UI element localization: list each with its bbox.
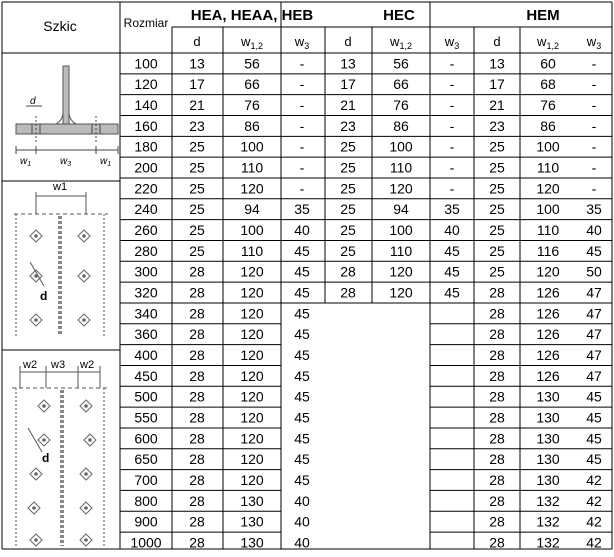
cell-hem-w12: 132	[536, 534, 560, 551]
cell-hea-w3: 40	[294, 534, 310, 551]
subheader-d: d	[344, 34, 352, 49]
cell-hec-w12: 94	[393, 201, 409, 218]
cell-hea-d: 28	[189, 284, 205, 301]
cell-hem-d: 28	[489, 367, 505, 384]
cell-hem-d: 28	[489, 492, 505, 509]
cell-hea-d: 28	[189, 534, 205, 551]
cell-size: 500	[134, 388, 158, 405]
bolt-hole	[80, 534, 92, 546]
cell-hea-w3: -	[299, 180, 305, 197]
table-row	[134, 285, 602, 301]
web-double-sketch	[12, 359, 108, 548]
cell-hem-d: 28	[489, 430, 505, 447]
cell-hem-w12: 130	[536, 388, 560, 405]
cell-hea-w12: 110	[240, 242, 264, 259]
cell-hea-d: 28	[189, 513, 205, 530]
cell-size: 260	[134, 222, 158, 239]
cell-size: 200	[134, 159, 158, 176]
cell-hec-d: 25	[340, 222, 356, 239]
cell-hem-w3: 47	[586, 284, 602, 301]
cell-size: 450	[134, 367, 158, 384]
cell-hec-w12: 120	[389, 180, 413, 197]
table-row	[134, 264, 602, 280]
cell-hea-w3: 45	[294, 430, 310, 447]
cell-hea-d: 28	[189, 347, 205, 364]
cell-hem-d: 28	[489, 534, 505, 551]
cell-size: 160	[134, 117, 158, 134]
cell-hec-w12: 100	[389, 138, 413, 155]
cell-hem-w12: 86	[540, 117, 556, 134]
cell-size: 220	[134, 180, 158, 197]
cell-hea-w3: -	[299, 117, 305, 134]
table-row	[134, 305, 602, 321]
table-row	[134, 514, 602, 530]
bolt-hole	[80, 400, 92, 412]
cell-hea-w12: 120	[240, 326, 264, 343]
cell-hem-d: 28	[489, 284, 505, 301]
cell-hec-w3: -	[449, 55, 455, 72]
cell-hem-d: 13	[489, 55, 505, 72]
d-leader	[28, 428, 42, 452]
subheader-d: d	[493, 34, 501, 49]
cell-hea-w3: -	[299, 138, 305, 155]
web2-label-w2-right: w2	[80, 359, 95, 371]
cell-hea-w3: 40	[294, 492, 310, 509]
cell-hea-w12: 100	[240, 222, 264, 239]
cell-hea-w12: 120	[240, 367, 264, 384]
cell-hea-w12: 120	[240, 180, 264, 197]
cell-hea-w12: 100	[240, 138, 264, 155]
table-row	[134, 243, 602, 259]
cell-hem-w3: 47	[586, 347, 602, 364]
cell-hec-w12: 86	[393, 117, 409, 134]
cell-hem-w12: 76	[540, 97, 556, 114]
cell-hec-w3: 40	[444, 222, 460, 239]
header-sketch: Szkic	[43, 18, 77, 34]
cell-hem-d: 21	[489, 97, 505, 114]
cell-hea-w3: 45	[294, 305, 310, 322]
cell-hec-d: 25	[340, 201, 356, 218]
cell-hec-d: 28	[340, 284, 356, 301]
cell-hec-w12: 66	[393, 76, 409, 93]
cell-hem-w3: 47	[586, 305, 602, 322]
cell-hec-d: 21	[340, 97, 356, 114]
cell-hea-d: 25	[189, 242, 205, 259]
cell-hem-d: 28	[489, 305, 505, 322]
cell-hea-w12: 130	[240, 534, 264, 551]
cell-hea-d: 28	[189, 326, 205, 343]
cell-hec-w12: 100	[389, 222, 413, 239]
cell-hea-w12: 120	[240, 430, 264, 447]
cell-hea-d: 28	[189, 305, 205, 322]
cell-hem-w3: -	[591, 55, 597, 72]
table-row	[134, 160, 596, 176]
cell-hea-w3: 45	[294, 284, 310, 301]
table-row	[134, 55, 596, 71]
cell-hem-d: 28	[489, 326, 505, 343]
cell-hea-w3: 45	[294, 451, 310, 468]
cell-hec-w12: 110	[389, 159, 413, 176]
cell-hec-w3: 45	[444, 263, 460, 280]
cell-hem-w3: -	[591, 117, 597, 134]
cell-hem-w12: 126	[536, 326, 560, 343]
cell-hem-w3: 42	[586, 513, 602, 530]
header-group-hec: HEC	[383, 7, 415, 24]
cell-size: 900	[134, 513, 158, 530]
bolt-hole	[80, 468, 92, 480]
cell-hea-w3: 45	[294, 326, 310, 343]
cell-size: 240	[134, 201, 158, 218]
cell-hem-d: 25	[489, 263, 505, 280]
cell-hea-w3: 45	[294, 347, 310, 364]
cell-size: 650	[134, 451, 158, 468]
cell-hem-d: 25	[489, 222, 505, 239]
cell-hea-w3: -	[299, 76, 305, 93]
web2-label-w2-left: w2	[23, 359, 38, 371]
cell-size: 280	[134, 242, 158, 259]
cell-hec-w3: -	[449, 76, 455, 93]
cell-size: 340	[134, 305, 158, 322]
table-row	[134, 368, 602, 384]
cell-size: 400	[134, 347, 158, 364]
cell-hem-d: 28	[489, 409, 505, 426]
cell-hea-w3: 45	[294, 409, 310, 426]
cell-hec-w3: -	[449, 97, 455, 114]
table-row	[134, 118, 596, 134]
table-row	[134, 76, 596, 92]
flange-plate	[16, 124, 118, 134]
cell-hec-d: 13	[340, 55, 356, 72]
subheader-d: d	[193, 34, 201, 49]
cell-hem-w12: 130	[536, 451, 560, 468]
cell-hea-d: 25	[189, 180, 205, 197]
bolt-hole	[30, 468, 42, 480]
cell-hem-d: 28	[489, 472, 505, 489]
cell-hem-w12: 100	[536, 201, 560, 218]
bolt-hole	[78, 230, 90, 242]
flange-label-d: d	[30, 96, 36, 107]
cell-hea-d: 28	[189, 430, 205, 447]
cell-hec-w3: -	[449, 159, 455, 176]
cell-hea-d: 13	[189, 55, 205, 72]
cell-hec-w3: 35	[444, 201, 460, 218]
bolt-hole	[30, 230, 42, 242]
bolt-hole	[28, 502, 40, 514]
cell-hea-d: 17	[189, 76, 205, 93]
bolt-hole	[30, 534, 42, 546]
cell-hea-w12: 120	[240, 451, 264, 468]
flange-sketch	[16, 66, 118, 168]
table-row	[134, 139, 596, 155]
cell-hem-w12: 110	[536, 159, 560, 176]
cell-hem-w12: 132	[536, 492, 560, 509]
web-single-sketch	[14, 181, 108, 338]
header-group-hea: HEA, HEAA, HEB	[190, 7, 314, 24]
cell-hem-w3: -	[591, 97, 597, 114]
cell-hec-d: 17	[340, 76, 356, 93]
cell-hea-w3: 45	[294, 472, 310, 489]
table-row	[134, 430, 602, 446]
table-row	[134, 472, 602, 488]
cell-hea-w12: 86	[244, 117, 260, 134]
subheader-w3: $w_3$	[444, 34, 460, 51]
bolt-hole	[38, 434, 50, 446]
cell-size: 360	[134, 326, 158, 343]
cell-hem-w12: 60	[540, 55, 556, 72]
cell-hea-w12: 76	[244, 97, 260, 114]
cell-hec-d: 28	[340, 263, 356, 280]
web2-label-d: d	[42, 451, 50, 465]
cell-hem-d: 28	[489, 513, 505, 530]
web-stem	[63, 66, 69, 124]
cell-hea-d: 28	[189, 472, 205, 489]
cell-hem-d: 25	[489, 138, 505, 155]
cell-hea-w12: 120	[240, 409, 264, 426]
cell-size: 100	[134, 55, 158, 72]
cell-hea-w12: 130	[240, 492, 264, 509]
bolt-hole	[38, 400, 50, 412]
cell-size: 140	[134, 97, 158, 114]
cell-hea-d: 28	[189, 367, 205, 384]
cell-hem-d: 25	[489, 242, 505, 259]
cell-hem-w12: 126	[536, 305, 560, 322]
cell-hem-w12: 126	[536, 347, 560, 364]
subheader-w3: $w_3$	[586, 34, 602, 51]
cell-hea-w12: 120	[240, 347, 264, 364]
cell-hem-w12: 68	[540, 76, 556, 93]
cell-hem-w3: 45	[586, 409, 602, 426]
cell-hem-w3: 45	[586, 451, 602, 468]
table-row	[134, 97, 596, 113]
cell-hea-d: 28	[189, 451, 205, 468]
cell-hea-w12: 130	[240, 513, 264, 530]
cell-hem-w3: 42	[586, 534, 602, 551]
cell-hem-w12: 120	[536, 263, 560, 280]
table-row	[134, 451, 602, 467]
cell-hec-d: 25	[340, 242, 356, 259]
bolt-hole	[84, 434, 96, 446]
subheader-w12: $w_{1,2}$	[241, 34, 263, 51]
cell-hec-w12: 76	[393, 97, 409, 114]
bolt-hole	[80, 502, 92, 514]
subheader-w12: $w_{1,2}$	[537, 34, 559, 51]
cell-hec-w12: 56	[393, 55, 409, 72]
cell-size: 300	[134, 263, 158, 280]
subheader-w12: $w_{1,2}$	[390, 34, 412, 51]
web1-label-w1: w1	[53, 181, 68, 193]
flange-label-w1-right: $w_1$	[100, 156, 112, 168]
header-group-hem: HEM	[526, 7, 560, 24]
cell-hea-d: 25	[189, 222, 205, 239]
table-header	[43, 7, 601, 51]
cell-hec-w12: 120	[389, 263, 413, 280]
table-row	[134, 347, 602, 363]
cell-hea-w12: 120	[240, 388, 264, 405]
cell-hea-w3: -	[299, 97, 305, 114]
flange-label-w1-left: $w_1$	[20, 156, 32, 168]
cell-hea-w12: 120	[240, 305, 264, 322]
cell-hem-w12: 100	[536, 138, 560, 155]
cell-hea-d: 28	[189, 263, 205, 280]
cell-hem-w3: 47	[586, 367, 602, 384]
cell-hec-d: 23	[340, 117, 356, 134]
cell-hea-d: 28	[189, 409, 205, 426]
table-row	[134, 410, 602, 426]
cell-size: 600	[134, 430, 158, 447]
cell-hem-w3: 45	[586, 388, 602, 405]
cell-hec-w3: -	[449, 180, 455, 197]
cell-hea-d: 28	[189, 388, 205, 405]
cell-hea-d: 23	[189, 117, 205, 134]
table-row	[134, 493, 602, 509]
cell-hem-w3: -	[591, 76, 597, 93]
bolt-hole	[78, 270, 90, 282]
cell-hea-w12: 120	[240, 472, 264, 489]
cell-hem-d: 25	[489, 180, 505, 197]
table-row	[130, 535, 602, 551]
cell-size: 120	[134, 76, 158, 93]
cell-hea-w3: 35	[294, 201, 310, 218]
table-row	[134, 222, 602, 238]
cell-hem-w12: 130	[536, 409, 560, 426]
cell-hea-w12: 120	[240, 284, 264, 301]
cell-hea-w3: -	[299, 55, 305, 72]
cell-hem-w12: 110	[536, 222, 560, 239]
cell-hem-w3: 42	[586, 492, 602, 509]
cell-hea-w3: 40	[294, 513, 310, 530]
cell-hea-d: 25	[189, 138, 205, 155]
cell-size: 800	[134, 492, 158, 509]
bolt-hole	[30, 314, 42, 326]
cell-hea-d: 25	[189, 159, 205, 176]
bolt-hole	[78, 314, 90, 326]
cell-size: 320	[134, 284, 158, 301]
cell-hea-d: 25	[189, 201, 205, 218]
cell-hea-w3: 45	[294, 388, 310, 405]
cell-hec-w3: -	[449, 117, 455, 134]
web1-label-d: d	[40, 289, 48, 303]
cell-hea-w12: 94	[244, 201, 260, 218]
cell-hem-d: 28	[489, 388, 505, 405]
cell-size: 180	[134, 138, 158, 155]
cell-hec-w3: 45	[444, 284, 460, 301]
cell-hem-d: 23	[489, 117, 505, 134]
cell-hea-w3: 45	[294, 263, 310, 280]
cell-hem-w3: 45	[586, 242, 602, 259]
cell-hec-w12: 110	[389, 242, 413, 259]
cell-hem-d: 25	[489, 159, 505, 176]
cell-hem-w3: 35	[586, 201, 602, 218]
table-row	[134, 389, 602, 405]
cell-hea-w12: 56	[244, 55, 260, 72]
cell-hem-w12: 116	[536, 242, 560, 259]
cell-hec-w12: 120	[389, 284, 413, 301]
cell-hea-d: 21	[189, 97, 205, 114]
cell-hem-w3: -	[591, 180, 597, 197]
cell-hea-w3: 40	[294, 222, 310, 239]
web2-label-w3: w3	[51, 359, 66, 371]
cell-size: 550	[134, 409, 158, 426]
table-row	[134, 180, 596, 196]
cell-hem-w12: 126	[536, 284, 560, 301]
cell-hea-w3: 45	[294, 242, 310, 259]
cell-hem-w3: -	[591, 138, 597, 155]
cell-hec-d: 25	[340, 180, 356, 197]
cell-hea-w3: -	[299, 159, 305, 176]
cell-hea-w12: 66	[244, 76, 260, 93]
cell-hem-d: 25	[489, 201, 505, 218]
cell-hec-w3: 45	[444, 242, 460, 259]
subheader-w3: $w_3$	[294, 34, 310, 51]
cell-hem-w3: 45	[586, 430, 602, 447]
header-size: Rozmiar	[123, 16, 169, 30]
cell-hea-w3: 45	[294, 367, 310, 384]
cell-hem-d: 28	[489, 347, 505, 364]
cell-hem-w12: 130	[536, 472, 560, 489]
cell-hem-w12: 126	[536, 367, 560, 384]
cell-hem-w3: -	[591, 159, 597, 176]
cell-size: 700	[134, 472, 158, 489]
table-row	[134, 201, 602, 217]
cell-hec-w3: -	[449, 138, 455, 155]
cell-hec-d: 25	[340, 159, 356, 176]
cell-size: 1000	[130, 534, 162, 551]
cell-hem-w12: 132	[536, 513, 560, 530]
cell-hem-w12: 130	[536, 430, 560, 447]
cell-hem-w3: 42	[586, 472, 602, 489]
cell-hea-d: 28	[189, 492, 205, 509]
sub-headers	[193, 34, 601, 51]
table-row	[134, 326, 602, 342]
flange-label-w3: $w_3$	[60, 156, 72, 168]
cell-hem-w12: 120	[536, 180, 560, 197]
cell-hea-w12: 110	[240, 159, 264, 176]
cell-hea-w12: 120	[240, 263, 264, 280]
cell-hem-d: 28	[489, 451, 505, 468]
cell-hem-w3: 47	[586, 326, 602, 343]
cell-hem-d: 17	[489, 76, 505, 93]
cell-hem-w3: 40	[586, 222, 602, 239]
cell-hem-w3: 50	[586, 263, 602, 280]
cell-hec-d: 25	[340, 138, 356, 155]
